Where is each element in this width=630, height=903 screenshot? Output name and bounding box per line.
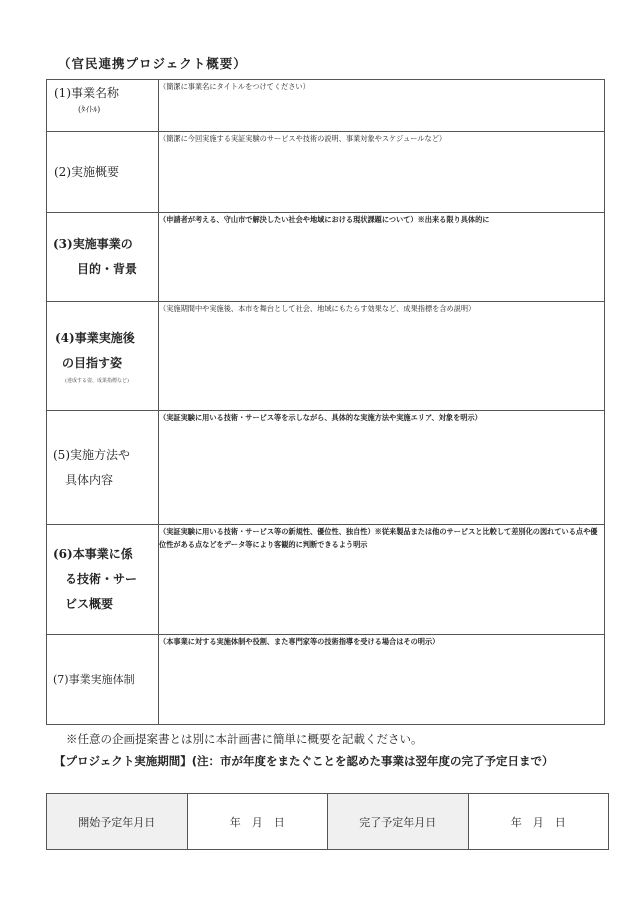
end-date-field[interactable]: 年 月 日 [468,794,609,850]
row-label-text: (5)実施方法や [53,447,130,462]
row-instructions: （実証実験に用いる技術・サービス等の新規性、優位性、独自性）※従来製品または他のサービスと比較して差別化の図れている点や優位性がある点などをデータ等により客観的に判断できるよう明示 [159,527,598,549]
row-instructions: （申請者が考える、守山市で解決したい社会や地域における現状課題について）※出来る限り具体的に [159,215,490,224]
row-label-text: (6)本事業に係 [53,547,133,561]
row-label-text: (3)実施事業の [53,237,133,251]
row-label-text: 具体内容 [65,472,114,487]
table-row [47,132,605,213]
start-date-label: 開始予定年月日 [47,794,188,850]
row-label-sub: (ﾀｲﾄﾙ) [78,105,101,114]
table-row [47,794,609,850]
submission-note: ※任意の企画提案書とは別に本計画書に簡単に概要を記載ください。 [66,732,423,746]
period-heading: 【プロジェクト実施期間】(注：市が年度をまたぐことを認めた事業は翌年度の完了予定日まで） [54,754,554,768]
end-date-label: 完了予定年月日 [328,794,469,850]
row-label-text: (4)事業実施後 [55,331,135,345]
table-row [47,411,605,525]
table-row [47,213,605,302]
row-instructions: （実施期間中や実施後、本市を舞台として社会、地域にもたらす効果など、成果指標を含め説明） [159,304,476,313]
table-row [47,635,605,725]
row-label [47,213,159,302]
row-input-area[interactable] [159,80,605,132]
row-label-text: (7)事業実施体制 [53,673,135,686]
row-label [47,80,159,132]
row-label [47,525,159,635]
row-input-area[interactable] [159,635,605,725]
row-label [47,132,159,213]
schedule-table [46,793,609,850]
row-label-text: (1)事業名称 [54,86,119,100]
row-instructions: （簡潔に今回実施する実証実験のサービスや技術の説明、事業対象やスケジュールなど） [159,134,447,143]
row-label-text: (2)実施概要 [54,164,119,179]
start-date-field[interactable]: 年 月 日 [187,794,328,850]
row-label-text: 目的・背景 [77,262,138,276]
row-input-area[interactable] [159,411,605,525]
row-label-text: の目指す姿 [62,356,123,370]
row-input-area[interactable] [159,302,605,411]
table-row [47,80,605,132]
row-instructions: （実証実験に用いる技術・サービス等を示しながら、具体的な実施方法や実施エリア、対象を明示） [159,413,482,422]
table-row [47,302,605,411]
row-input-area[interactable] [159,213,605,302]
row-instructions: （簡潔に事業名にタイトルをつけてください） [159,82,310,91]
row-label-note: (達成する姿、成果指標など) [65,378,129,384]
row-label [47,411,159,525]
project-overview-table [46,79,605,725]
table-row [47,525,605,635]
row-input-area[interactable] [159,525,605,635]
row-label [47,302,159,411]
section-heading: （官民連携プロジェクト概要） [58,56,247,71]
row-label-text: ビス概要 [65,597,114,611]
row-label-text: る技術・サー [65,572,138,586]
row-label [47,635,159,725]
row-instructions: （本事業に対する実施体制や役割、また専門家等の技術指導を受ける場合はその明示） [159,637,440,646]
row-input-area[interactable] [159,132,605,213]
